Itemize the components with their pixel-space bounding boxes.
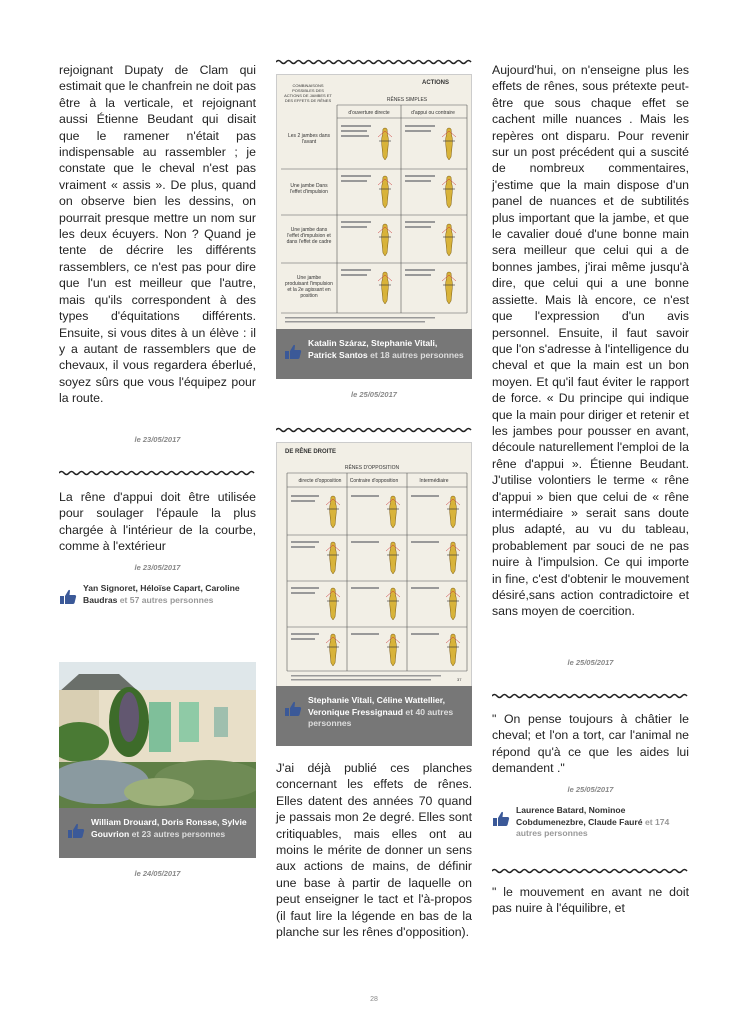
post-date: le 25/05/2017	[567, 785, 614, 794]
post-date: le 23/05/2017	[134, 435, 181, 444]
post-text: Aujourd'hui, on n'enseigne plus les effets de rênes, sous prétexte peut-être que sous chaque effet se cachent mille nuances . Mais les repères ont disparu. Pour revenir sur un post précédent qui a suscité de nombreux commentaires, j'estime que la main dispose d'un panel de nuances et de subtilités plus important que la jambe, et que le cavalier doué d'une bonne main sera meilleur que celui qui a de bonnes jambes, j'irai même jusqu'à dire, que celui qui a une bonne assiette. Mais là encore, ce n'est que l'expression d'un avis personnel. Ensuite, il faut savoir que l'on s'adresse à l'intelligence du cheval et que la main est un bon moyen. Et qu'il faut éviter le rapport de force. « Du principe qui indique que la main pour diriger et retenir et les jambes pour pousser en avant, découle naturellement l'emploi de la rêne d'appui ». Étienne Beudant. J'utilise volontiers le terme « rêne d'appui » bien que celui de « rêne intermédiaire » serait sans doute plus adapté, au vu du tableau, probablement par souci de ne pas nuire à l'impulsion. Ce qui importe in fine, c'est d'obtenir le mouvement désiré,sans action contradictoire et sans moyen de coercition.	[492, 63, 689, 619]
scan-left-header: COMBINAISONS POSSIBLES DES ACTIONS DE JAMBES ET DES EFFETS DE RÊNES	[284, 83, 332, 103]
scan-page-number: 37	[457, 677, 462, 682]
post-text: rejoignant Dupaty de Clam qui estimait que le chanfrein ne doit pas être à la verticale, et rejoignant aussi Étienne Beudant qui disait que le ramener n'était pas indispensable au rassembler ; je constate que le cheval n'est pas vraiment « assis ». De plus, quand on observe bien les dessins, on pourrait presque mettre un nom sur les deux écuyers. Non ? Quand je tente de décrire les différents rassemblers, ce n'est pas pour dire que l'un est meilleur que l'autre, mais qu'ils correspondent à des types d'équitations différents. Ensuite, si vous dites à un élève : il y a autant de rassemblers que de chevaux, il vous regardera éberlué, soyez sûrs que vous l'équipez pour la route.	[59, 63, 256, 406]
thumbs-up-icon[interactable]	[67, 823, 85, 839]
likes-row[interactable]	[284, 695, 464, 730]
post-date: le 25/05/2017	[567, 658, 614, 667]
thumbs-up-icon[interactable]	[284, 701, 302, 717]
wavy-divider	[276, 427, 472, 433]
likers-others[interactable]: et 57 autres personnes	[119, 594, 214, 605]
post-date: le 23/05/2017	[134, 563, 181, 572]
likers-names[interactable]: Stephanie Vitali, Céline Wattellier, Veronique Fressignaud	[308, 695, 446, 717]
post-text: J'ai déjà publié ces planches concernant les effets de rênes. Elles datent des années 70 quand je passais mon 2e degré. Elles sont critiquables, mais elles ont au moins le mérite de donner un sens aux actions de mains, de définir une base à partir de laquelle on peut enseigner le tact et l'à-propos (il faut lire la légende en bas de la planche sur les rênes d'opposition).	[276, 761, 472, 940]
scan-col-label: Contraire d'opposition	[349, 478, 399, 484]
likers-others[interactable]: et 40 autres personnes	[308, 706, 454, 728]
thumbs-up-icon[interactable]	[59, 589, 77, 605]
scan-col-label: d'ouverture directe	[348, 110, 390, 116]
post-date: le 25/05/2017	[351, 390, 397, 399]
likes-row[interactable]	[59, 583, 256, 606]
page-number: 28	[370, 996, 378, 1003]
scan-sub-header: RÊNES SIMPLES	[386, 97, 428, 103]
scan-sub-header: RÊNES D'OPPOSITION	[344, 465, 400, 471]
post-text: La rêne d'appui doit être utilisée pour soulager l'épaule la plus chargée à l'intérieur de la courbe, comme à l'extérieur	[59, 490, 256, 554]
likers-names[interactable]: Katalin Száraz, Stephanie Vitali, Patrick Santos	[308, 338, 438, 360]
likers-names[interactable]: Laurence Batard, Nominoe Cobdumenezbre, Claude Fauré	[516, 805, 643, 827]
scan-col-label: d'appui ou contraire	[411, 110, 455, 116]
likers-others[interactable]: et 23 autres personnes	[131, 828, 226, 839]
scan-grid	[277, 443, 471, 687]
scan-row-label: Une jambe Dans l'effet d'impulsion	[290, 183, 328, 195]
post-text: " On pense toujours à châtier le cheval; et l'on a tort, car l'animal ne répond qu'à ce que les aides lui demandent ."	[492, 712, 689, 776]
likers-others[interactable]: et 18 autres personnes	[370, 349, 464, 360]
scan2-likes-bar	[276, 686, 472, 746]
wavy-divider	[276, 59, 472, 65]
garden-house-photo	[59, 662, 256, 808]
likes-row[interactable]	[284, 338, 464, 361]
reins-chart-scan-opposition	[276, 442, 472, 688]
wavy-divider	[492, 693, 689, 699]
scan1-likes-bar	[276, 329, 472, 379]
scan-col-label: directe d'opposition	[298, 478, 342, 484]
likes-row[interactable]	[67, 817, 247, 840]
likers-names[interactable]: Yan Signoret, Héloïse Capart, Caroline Baudras	[83, 583, 240, 605]
post-date: le 24/05/2017	[134, 869, 181, 878]
scan-row-label: Les 2 jambes dans l'avant	[288, 133, 330, 145]
likers-names[interactable]: William Drouard, Doris Ronsse, Sylvie Gouvrion	[91, 817, 247, 839]
scan-row-label: Une jambe dans l'effet d'impulsion et dans l'effet de cadre	[286, 227, 332, 245]
scan-row-label: Une jambe produisant l'impulsion et la 2e agissant en position	[285, 275, 333, 299]
photo-likes-bar	[59, 808, 256, 858]
scan-title: DE RÊNE DROITE	[285, 449, 337, 455]
thumbs-up-icon[interactable]	[284, 344, 302, 360]
likes-row[interactable]	[492, 805, 689, 840]
scan-col-label: Intermédiaire	[419, 478, 449, 484]
wavy-divider	[492, 868, 689, 874]
post-text: " le mouvement en avant ne doit pas nuire à l'équilibre, et	[492, 885, 689, 916]
reins-chart-scan-actions	[276, 74, 472, 330]
likers-others[interactable]: et 174 autres personnes	[516, 816, 670, 838]
scan-title: ACTIONS	[422, 80, 449, 86]
wavy-divider	[59, 470, 256, 476]
thumbs-up-icon[interactable]	[492, 811, 510, 827]
